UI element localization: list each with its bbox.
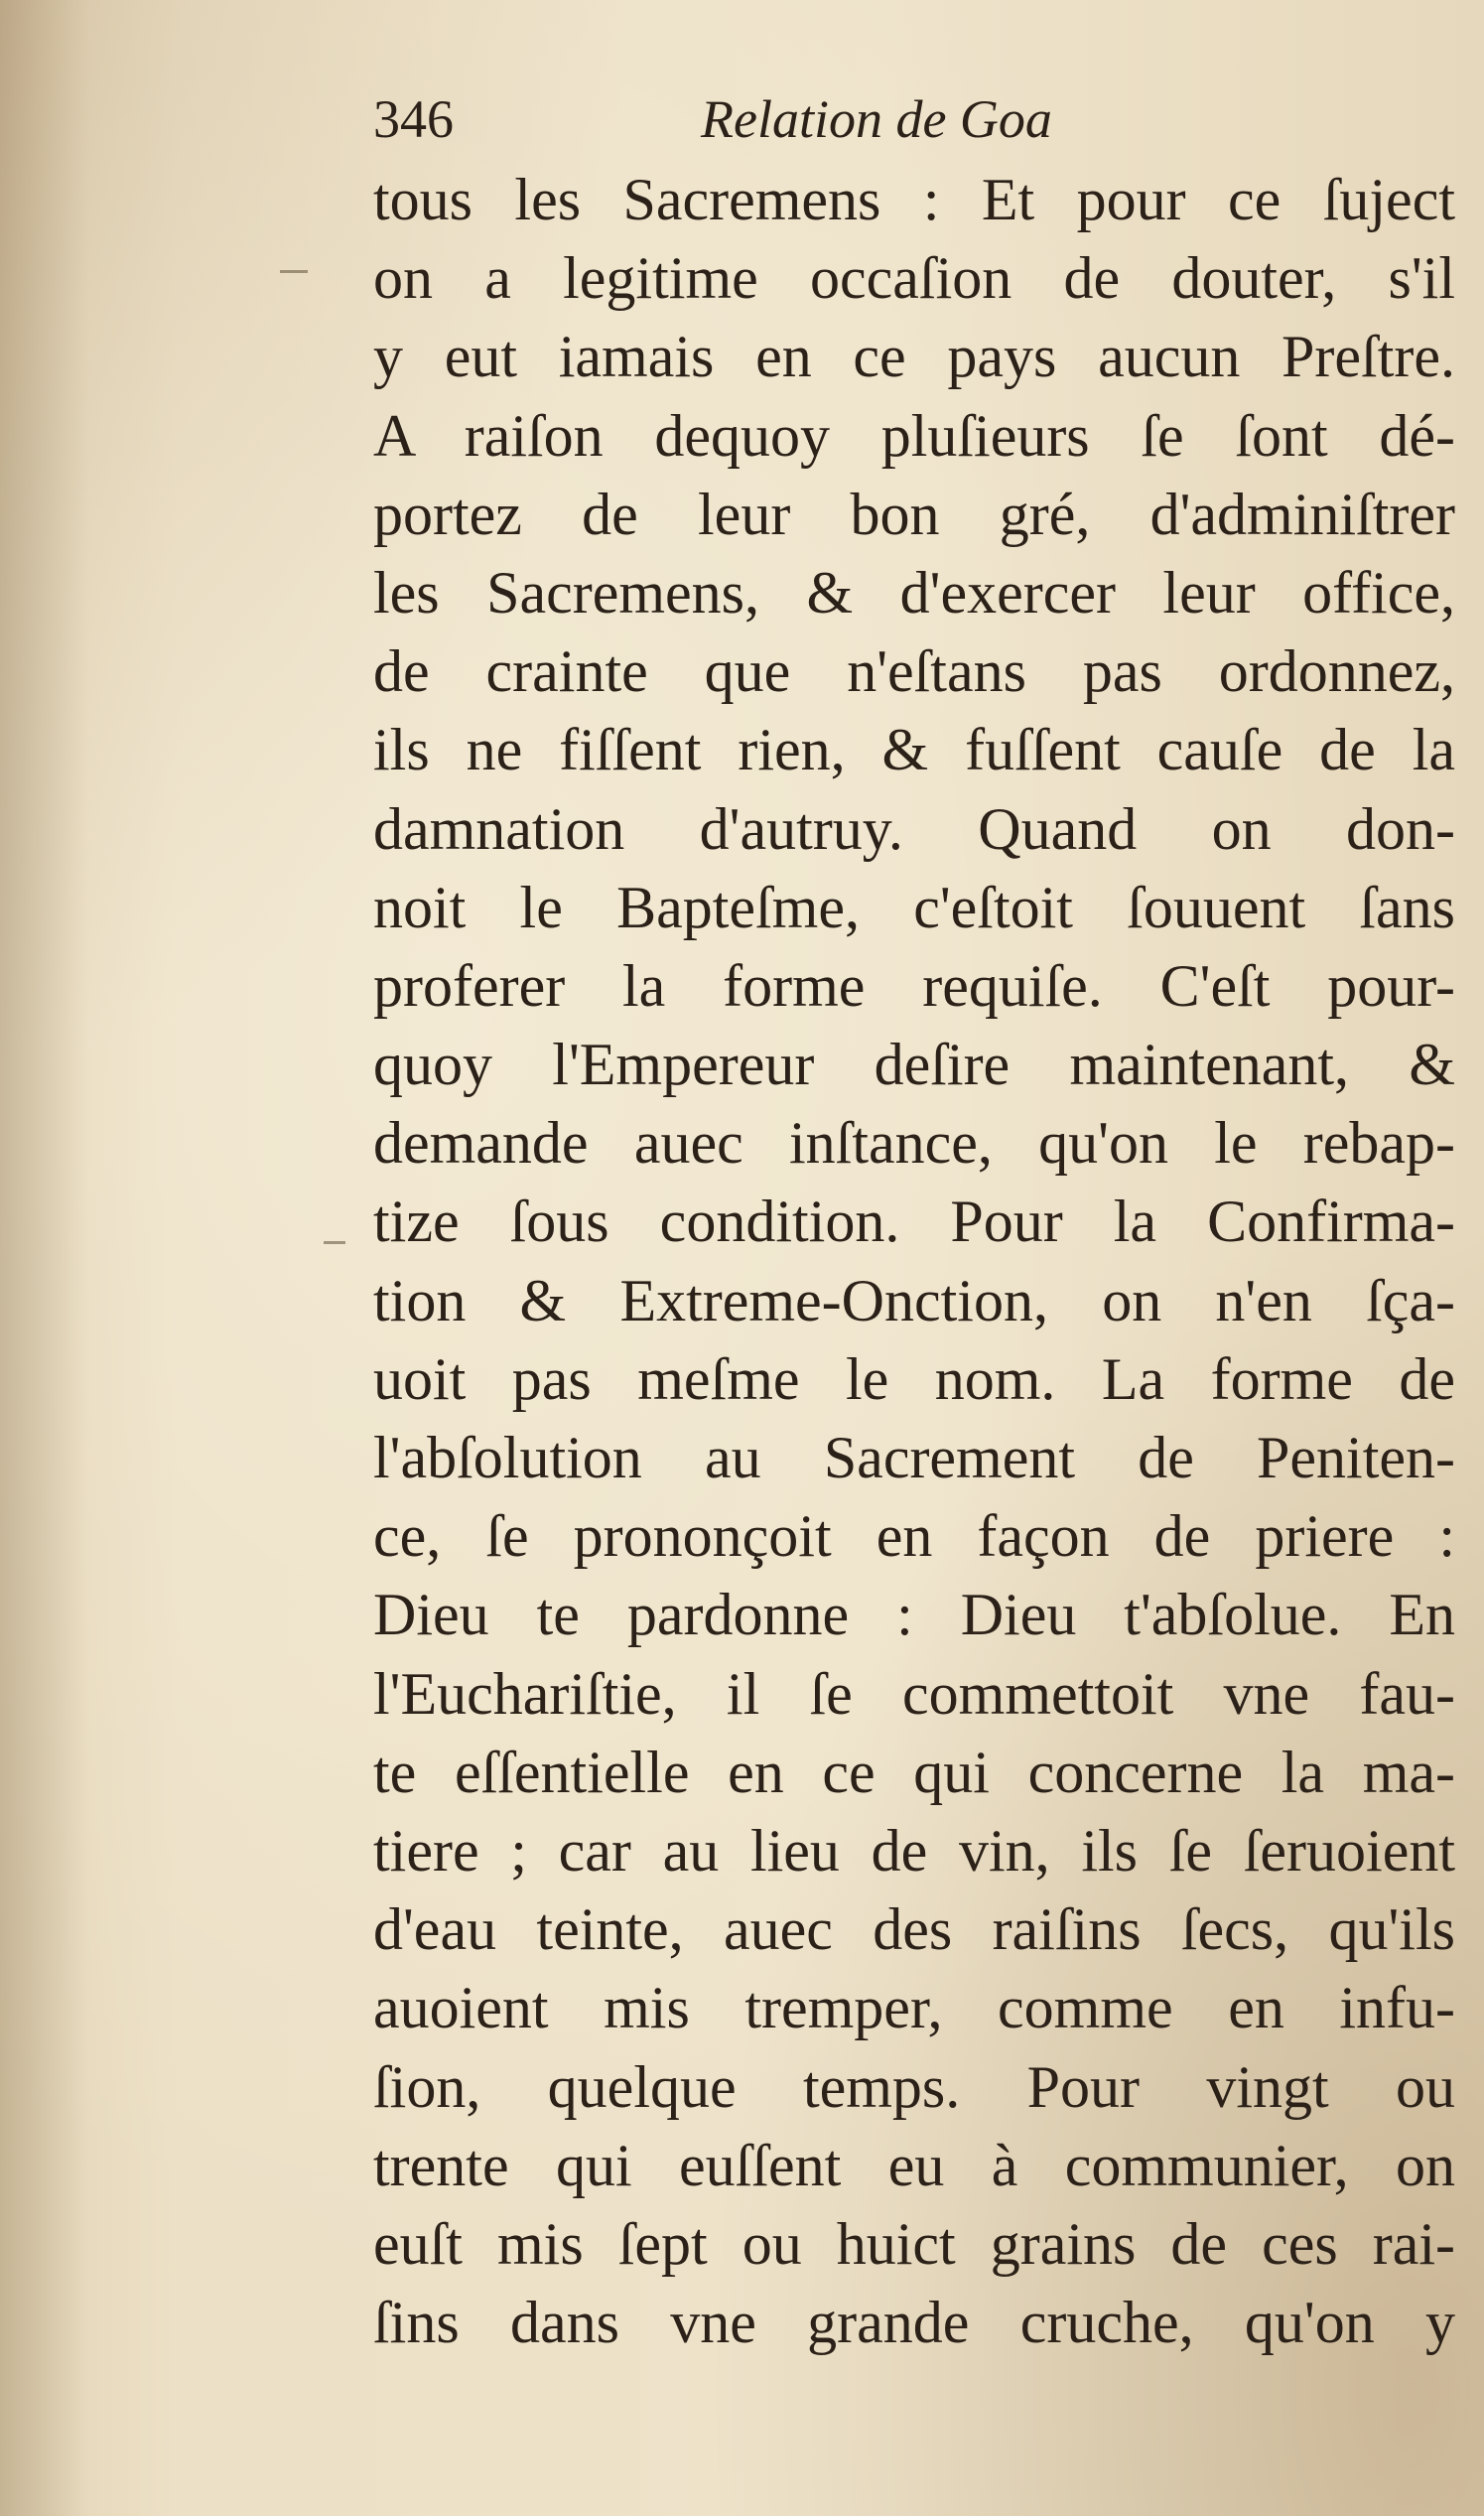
running-title: Relation de Goa (701, 89, 1052, 149)
text-line: les Sacremens, & d'exercer leur office, (373, 559, 1455, 626)
text-line: te eſſentielle en ce qui concerne la ma- (373, 1739, 1455, 1805)
text-line: portez de leur bon gré, d'adminiſtrer (373, 481, 1455, 547)
text-line: ce, ſe prononçoit en façon de priere : (373, 1503, 1455, 1570)
page-header (373, 77, 1128, 161)
text-line: ils ne fiſſent rien, & fuſſent cauſe de la (373, 717, 1455, 783)
text-line: A raiſon dequoy pluſieurs ſe ſont dé- (373, 402, 1455, 469)
text-line: noit le Bapteſme, c'eſtoit ſouuent ſans (373, 874, 1455, 940)
text-line: ſins dans vne grande cruche, qu'on y (373, 2290, 1455, 2356)
text-line: ſion, quelque temps. Pour vingt ou (373, 2053, 1455, 2120)
text-line: damnation d'autruy. Quand on don- (373, 795, 1455, 862)
text-line: d'eau teinte, auec des raiſins ſecs, qu'ils (373, 1896, 1455, 1963)
body-text (373, 161, 1455, 2362)
text-line: demande auec inſtance, qu'on le rebap- (373, 1110, 1455, 1177)
text-line: l'Euchariſtie, il ſe commettoit vne fau- (373, 1660, 1455, 1727)
text-line: trente qui euſſent eu à communier, on (373, 2132, 1455, 2198)
text-line: tize ſous condition. Pour la Confirma- (373, 1188, 1455, 1255)
text-line: auoient mis tremper, comme en infu- (373, 1975, 1455, 2041)
text-line: de crainte que n'eſtans pas ordonnez, (373, 638, 1455, 705)
text-line: quoy l'Empereur deſire maintenant, & (373, 1032, 1455, 1098)
page-fold-shadow (0, 0, 89, 2516)
text-line: l'abſolution au Sacrement de Peniten- (373, 1425, 1455, 1490)
text-line: Dieu te pardonne : Dieu t'abſolue. En (373, 1582, 1455, 1648)
text-line: y eut iamais en ce pays aucun Preſtre. (373, 324, 1455, 390)
margin-mark (324, 1241, 345, 1244)
text-line: euſt mis ſept ou huict grains de ces rai- (373, 2210, 1455, 2277)
text-line: tous les Sacremens : Et pour ce ſuject (373, 167, 1455, 232)
text-line: on a legitime occaſion de douter, s'il (373, 245, 1455, 312)
margin-mark (280, 270, 308, 273)
text-line: tiere ; car au lieu de vin, ils ſe ſeruoient (373, 1817, 1455, 1884)
text-line: proferer la forme requiſe. C'eſt pour- (373, 952, 1455, 1019)
page-number: 346 (373, 89, 454, 149)
text-line: tion & Extreme-Onction, on n'en ſça- (373, 1267, 1455, 1333)
text-line: uoit pas meſme le nom. La forme de (373, 1345, 1455, 1412)
